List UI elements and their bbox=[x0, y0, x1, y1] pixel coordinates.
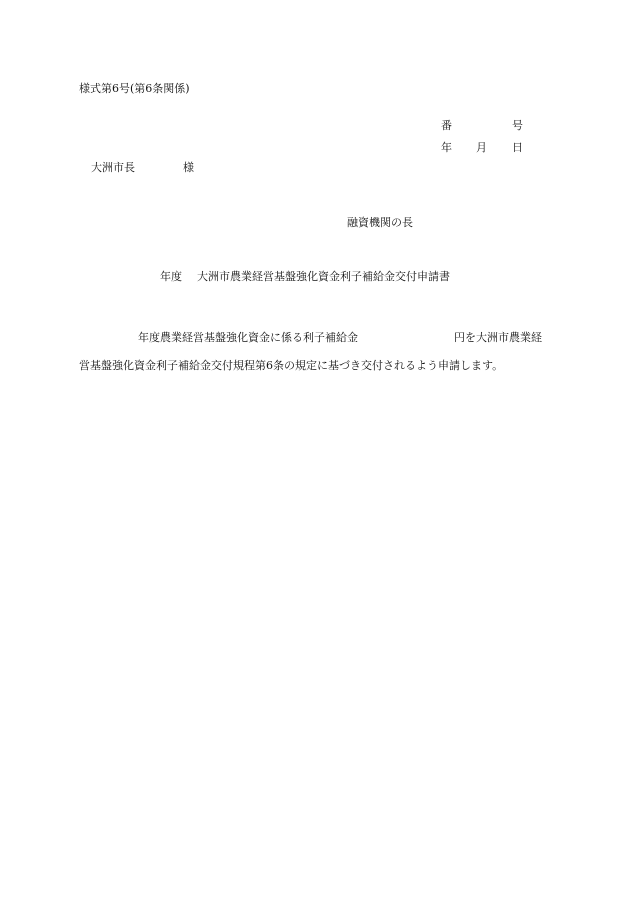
date-label-month: 月 bbox=[476, 141, 487, 154]
body-line-1-part-a: 年度農業経営基盤強化資金に係る利子補給金 bbox=[138, 331, 358, 344]
form-number: 様式第6号(第6条関係) bbox=[79, 82, 190, 95]
addressee-honorific: 様 bbox=[183, 161, 194, 174]
number-label-go: 号 bbox=[512, 119, 523, 132]
applicant-title: 融資機関の長 bbox=[347, 216, 413, 229]
title-year-label: 年度 bbox=[160, 270, 182, 283]
addressee-name: 大洲市長 bbox=[91, 161, 135, 174]
date-label-year: 年 bbox=[441, 141, 452, 154]
body-line-1-part-b: 円を大洲市農業経 bbox=[454, 331, 542, 344]
document-title bbox=[160, 270, 450, 284]
body-line-1 bbox=[138, 331, 542, 345]
date-label-day: 日 bbox=[512, 141, 523, 154]
number-label-ban: 番 bbox=[441, 119, 452, 132]
title-text: 大洲市農業経営基盤強化資金利子補給金交付申請書 bbox=[197, 270, 450, 283]
body-line-2: 営基盤強化資金利子補給金交付規程第6条の規定に基づき交付されるよう申請します。 bbox=[79, 359, 504, 372]
